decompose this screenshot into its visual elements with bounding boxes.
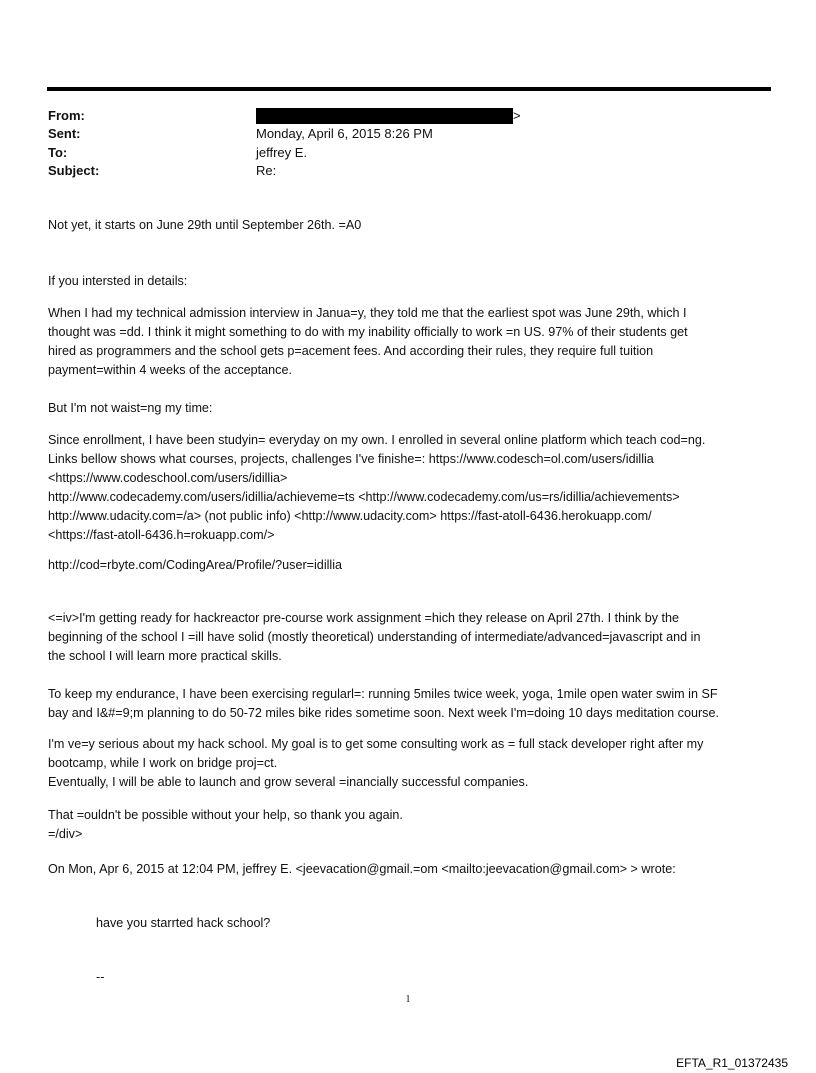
body-paragraph-8: To keep my endurance, I have been exercising regularl=: running 5miles twice week, yoga, 1mile open water swim in SF bay and I&#=9;m planning to do 50-72 miles bike rides sometime soon. Next week I'm=doing 10 days meditation course. — [48, 687, 719, 720]
body-paragraph-4: But I'm not waist=ng my time: — [48, 401, 213, 415]
body-paragraph-2: If you intersted in details: — [48, 274, 188, 288]
from-value-tail: > — [513, 108, 521, 123]
sent-label: Sent: — [48, 126, 81, 141]
header-rule — [47, 87, 771, 91]
body-paragraph-7: <=iv>I'm getting ready for hackreactor pre-course work assignment =hich they release on April 27th. I think by the beginning of the school I =ill have solid (mostly theoretical) understanding of intermediate/advanced=javascript and in the school I will learn more practical skills. — [48, 611, 701, 663]
quoted-signature: -- — [96, 970, 105, 984]
subject-label: Subject: — [48, 163, 100, 178]
body-paragraph-10: That =ouldn't be possible without your help, so thank you again. =/div> — [48, 808, 403, 841]
body-paragraph-6: http://cod=rbyte.com/CodingArea/Profile/?user=idillia — [48, 558, 343, 572]
sent-value: Monday, April 6, 2015 8:26 PM — [256, 126, 433, 141]
page-number: 1 — [405, 994, 411, 1005]
body-paragraph-9: I'm ve=y serious about my hack school. My goal is to get some consulting work as = full stack developer right after my bootcamp, while I work on bridge proj=ct. Eventually, I will be able to launch and grow several =inancially successful companies. — [48, 737, 704, 789]
body-paragraph-3: When I had my technical admission interview in Janua=y, they told me that the earliest spot was June 29th, which I thought was =dd. I think it might something to do with my inability officially to work =n US. 97% of their students get hired as programmers and the school gets p=acement fees. And according their rules, they require full tuition payment=within 4 weeks of the acceptance. — [48, 306, 688, 377]
reply-attribution: On Mon, Apr 6, 2015 at 12:04 PM, jeffrey E. <jeevacation@gmail.=om <mailto:jeevacation@gmail.com> > wrote: — [48, 862, 676, 876]
redaction-bar — [256, 108, 513, 124]
to-label: To: — [48, 145, 68, 160]
document-id: EFTA_R1_01372435 — [676, 1056, 788, 1070]
body-paragraph-5: Since enrollment, I have been studyin= everyday on my own. I enrolled in several online platform which teach cod=ng. Links bellow shows what courses, projects, challenges I've finishe=: https://www.codesch=ol.com/users/idillia <https://www.codeschool.com/users/idillia> http://www.codecademy.com/users/idillia/achieveme=ts <http://www.codecademy.com/us=rs/idillia/achievements> http://www.udacity.com=/a> (not public info) <http://www.udacity.com> https://fast-atoll-6436.herokuapp.com/ <https://fast-atoll-6436.h=rokuapp.com/> — [48, 433, 706, 542]
quoted-message: have you starrted hack school? — [96, 916, 271, 930]
from-label: From: — [48, 108, 85, 123]
to-value: jeffrey E. — [256, 145, 308, 160]
body-paragraph-1: Not yet, it starts on June 29th until September 26th. =A0 — [48, 218, 362, 232]
subject-value: Re: — [256, 163, 277, 178]
